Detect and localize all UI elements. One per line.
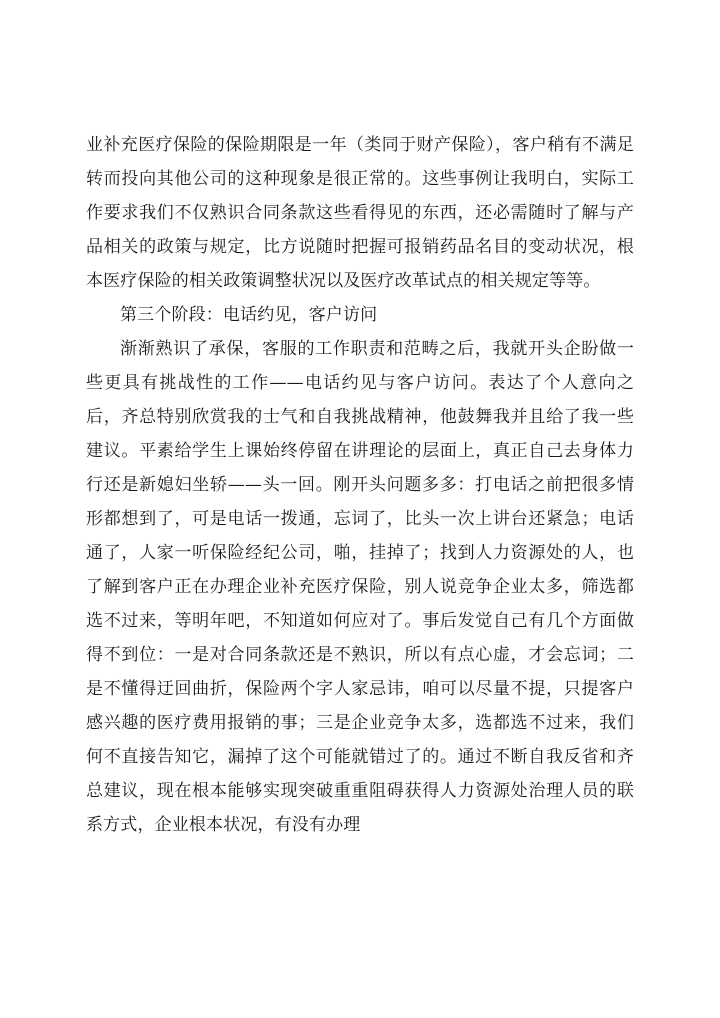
paragraph-phone-visits: 渐渐熟识了承保，客服的工作职责和范畴之后，我就开头企盼做一些更具有挑战性的工作——电话约见与客户访问。表达了个人意向之后，齐总特别欣赏我的士气和自我挑战精神，他鼓舞我并且给了我一些建议。平素给学生上课始终停留在讲理论的层面上，真正自己去身体力行还是新媳妇坐轿——头一回。刚开头问题多多：打电话之前把很多情形都想到了，可是电话一拨通，忘词了，比头一次上讲台还紧急；电话通了，人家一听保险经纪公司，啪，挂掉了；找到人力资源处的人，也了解到客户正在办理企业补充医疗保险，别人说竞争企业太多，筛选都选不过来，等明年吧，不知道如何应对了。事后发觉自己有几个方面做得不到位：一是对合同条款还是不熟识，所以有点心虚，才会忘词；二是不懂得迂回曲折，保险两个字人家忌讳，咱可以尽量不提，只提客户感兴趣的医疗费用报销的事；三是企业竞争太多，选都选不过来，我们何不直接告知它，漏掉了这个可能就错过了的。通过不断自我反省和齐总建议，现在根本能够实现突破重重阻碍获得人力资源处治理人员的联系方式，企业根本状况，有没有办理 bbox=[86, 339, 634, 835]
section-heading-stage-three: 第三个阶段：电话约见，客户访问 bbox=[120, 305, 378, 325]
paragraph-continuation: 业补充医疗保险的保险期限是一年（类同于财产保险），客户稍有不满足转而投向其他公司的这种现象是很正常的。这些事例让我明白，实际工作要求我们不仅熟识合同条款这些看得见的东西，还必需随时了解与产品相关的政策与规定，比方说随时把握可报销药品名目的变动状况，根本医疗保险的相关政策调整状况以及医疗改革试点的相关规定等等。 bbox=[86, 135, 634, 291]
document-body bbox=[86, 128, 634, 842]
